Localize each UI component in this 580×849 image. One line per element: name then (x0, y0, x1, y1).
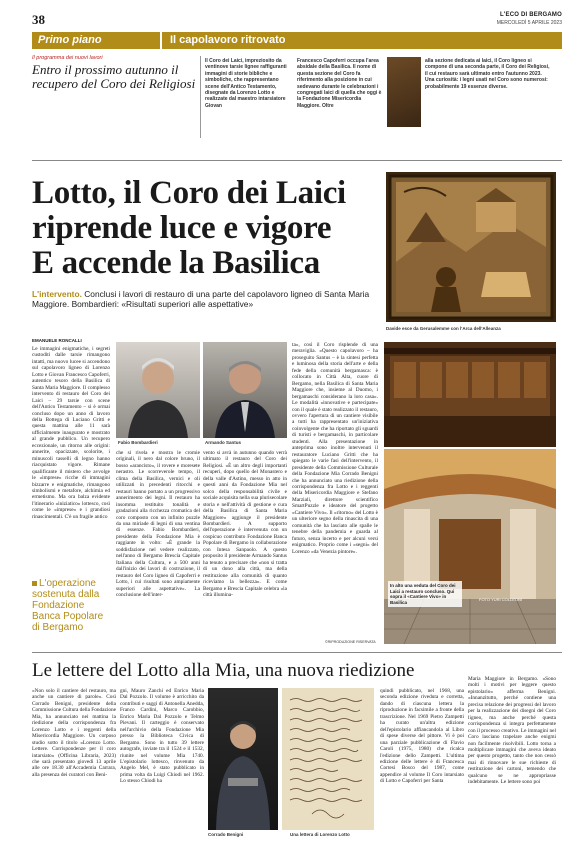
box-title: Entro il prossimo autunno il recupero del Coro dei Religiosi (32, 62, 196, 91)
choir-interior-photo (384, 342, 556, 447)
cantiere-vivo-photo (384, 449, 556, 644)
second-headline: Le lettere del Lotto alla Mia, una nuova riedizione (32, 660, 415, 681)
box-photo (387, 57, 421, 127)
tarsia-caption: Davide esce da Gerusalemme con l'Arca dell'Alleanza (386, 326, 501, 331)
portrait-santus (203, 342, 287, 438)
caption-letter: Una lettera di Lorenzo Lotto (290, 832, 350, 837)
issue-date: MERCOLEDÌ 5 APRILE 2023 (496, 20, 562, 26)
tarsia-illustration (386, 172, 556, 322)
lotto-letter-photo (282, 688, 374, 830)
second-column-3: quindi pubblicato, nel 1968, una seconda edizione riveduta e corretta, dando di ciascuna lettera la riproduzione in facsimile a fronte della trascrizione. Nel 1969 Pietro Zampetti ha curato un'altra edizione dell'epistolario affiancandola al Libro di spese diverse del pittore. Vi è poi una parziale pubblicazione di Flavio Caroli (1975, 1980) che ricalca l'edizione dello Zampetti. L'ultima edizione delle lettere è di Francesca Cortesi Bosco del 1987, come appendice al volume Il Coro intarsiato di Lotto e Capoferri per Santa (380, 688, 464, 785)
second-column-1: «Non solo il cantiere del restauro, ma anche un cantiere di parole». Così Corrado Benigni, presidente della Commissione Cultura della Fondazione Mia, ha annunciato nei mattina la riedizione della corrispondenza fra Lorenzo Lotto e i reggenti della Misericordia Maggiore. Un corposo studio sotto il titolo «Lorenzo Lotto. Lettere. Corrispondenze per il coro intarsiato» (Officina Libraria, 2023) che sarà presentato giovedì 13 aprile alle ore 18.30 all'Accademia Carrara, alla presenza dei curatori con Beni- (32, 688, 116, 778)
section-topic: Il capolavoro ritrovato (162, 32, 562, 49)
deck (32, 289, 380, 309)
top-caption-3: alla sezione dedicata ai laici, il Coro ligneo si compone di una seconda parte, il Coro dei Religiosi, il cui restauro sarà ultimato entro l'autunno 2023. Una curiosità: i legni usati nel Coro sono numerosi: probabilmente 19 essenze diverse. (425, 58, 550, 90)
section-rule (32, 652, 562, 653)
caption-benigni: Corrado Benigni (208, 832, 244, 837)
headline-line-2: riprende luce e vigore (32, 210, 332, 246)
caption-bombardieri: Fabio Bombardieri (118, 440, 158, 445)
headline-line-3: E accende la Basilica (32, 245, 320, 281)
article-column-1: Le immagini enigmatiche, i segreti custoditi dalle tarsie rimangono intatti, ma nuovo lucee si accendono sul capolavoro ligneo di Lorenzo Lotto e Giovan Francesco Capoferri, autentico tesoro della Basilica di Santa Maria Maggiore. Il complesso intervento di restauro del Coro dei Laici – 29 tarsie con scene dell'Antico Testamento – si è ormai concluso dopo un anno di lavoro della Bottega di Luciano Gritti e questa mattina alle 11 sarà ufficialmente inaugurato e mostrato al grande pubblico. Un recupero eccezionale, un ritorno alle origini: annerite, opacizzate, scolorite, i minuscoli tasselli di legno hanno riacquistato vigore. Rimane qualificante il mistero che avvolge le «imprese» ricche di immagini bizzarre e enigmatiche, rimangono simbolismi e metafore, alchimia ed ermetismo. Ma ora balza evidente l'itinerario «iniziatico» lottesco, così come le «imprese» e i grandiosi rinascimentali. C'è un fragile antico (32, 346, 110, 520)
header-rule (32, 160, 562, 161)
section-primary: Primo piano (32, 32, 160, 49)
article-column-4: ta», così il Coro risplende di una meraviglia. «Questo capolavoro – ha proseguito Santus – è la sintesi perfetta e luminosa della storia dell'arte e della fede della comunità bergamasca: è collocato in Città Alta, cuore di Bergamo, nella Basilica di Santa Maria Maggiore che, insieme al Duomo, i bergamaschi considerano la loro casa». Le modalità «innovative e partecipate» con il quale è stato realizzato il restauro, ovvero l'apertura di un cantiere visibile a tutti ha rappresentato un'iniziativa coinvolgente che ha riportato gli sguardi di turisti e bergamaschi, in particolare studenti. Alla presentazione in anteprima sono inoltre intervenuti il restauratore Luciano Gritti che ha spiegato le varie fasi dell'intervento, il presidente della Commissione Culturale della Fondazione Mia Corrado Benigni che ha annunciato una riedizione della corrispondenza fra Lotto e i reggenti della Misericordia Maggiore e Stefano Marziali, direttore scientifico SmartPuzzle e ideatore del progetto «Cantiere Vivo». Il «ritorno» del Lotto è un ulteriore segno della rinascita di una comunità che ha lasciato alle spalle le tenebre della pandemia e guarda al futuro, senza incerto e per alcuni versi enigmatico. Proprio come i «segni» del Lorenzo «da Venezia pintore». (292, 342, 378, 555)
main-headline (32, 176, 372, 281)
person-silhouette-icon (203, 342, 287, 438)
page-number: 38 (32, 12, 45, 27)
headline-line-1: Lotto, il Coro dei Laici (32, 175, 346, 211)
column-divider (200, 56, 201, 138)
deck-text: Conclusi i lavori di restauro di una parte del capolavoro ligneo di Santa Maria Maggiore. Bombardieri: «Risultati superiori alle aspettative» (32, 289, 370, 309)
article-column-3: vento si avrà in autunno quando verrà ultimato il restauro del Coro dei Religiosi. «È un altro degli importanti recuperi, dopo quello del Monastero e della valle d'Astino, messo in atto in questi anni da Fondazione Mia nel solco della responsabilità civile e sociale acquisita nella sua plurisecolare storia e nell'attività di gestione e cura della Basilica di Santa Maria Maggiore» aggiunge il presidente Bombardieri. A supporto dell'operazione è intervenuta con un cospicuo contributo Fondazione Banca Popolare di Bergamo in collaborazione con Intesa Sanpaolo. A questo proposito il presidente Armando Santus ha tenuto a precisare che «non si tratta di un dono alla città, ma della restituzione alla comunità di quanto riceviamo la bellezza». E come Bergamo e Brescia Capitale celebra «la città illumina- (203, 450, 287, 598)
square-bullet-icon (32, 581, 37, 586)
portrait-benigni (208, 688, 278, 830)
person-silhouette-icon (208, 688, 278, 830)
top-caption-2: Francesco Capoferri occupa l'area absidale della Basilica. Il nome di questa sezione del Coro fa riferimento alla posizione in cui sedevano durante le celebrazioni i congregati laici di quella che oggi è la Fondazione Misericordia Maggiore. Oltre (297, 58, 382, 109)
top-caption-1: Il Coro dei Laici, impreziosito da ventinove tarsie lignee raffiguranti immagini di storie bibliche e simboliche, che rappresentano scene dell'Antico Testamento, disegnate da Lorenzo Lotto e realizzate dal maestro intarsiatore Giovan (205, 58, 287, 109)
interior-caption: In alto una veduta del Coro dei Laici a restauro concluso. Qui sopra il «Cantiere Vivo» in Basilica (388, 581, 462, 607)
tarsia-photo (386, 172, 556, 322)
copyright-note: ©RIPRODUZIONE RISERVATA (325, 640, 376, 644)
deck-lead: L'intervento. (32, 289, 82, 299)
pullout-text: L'operazione sostenuta dalla Fondazione Banca Popolare di Bergamo (32, 578, 104, 633)
photo-credit: FOTO YURI COLLEONI (479, 597, 522, 602)
second-column-4: Maria Maggiore in Bergamo. «Sono molti i motivi per leggere questo epistolario» afferma Benigni. «Innanzitutto, perché contiene una precisa relazione dei progressi del lavoro per la realizzazione dei disegni del Coro ligneo, ma anche perché questa corrispondenza si integra perfettamente con il processo creativo. Le immagini nel Coro lasciano trapelare anche enigmi non facilmente risolvibili. Lotto torna a moltiplicare immagini che aveva ideato per questo progetto, tanto che non cessò mai di rinnovare le sue richieste di restituzione dei cartoni, temendo che qualcuno se ne appropriasse indebitamente. Le lettere sono poi (468, 676, 556, 786)
basilica-interior-illustration (384, 449, 556, 644)
box-kicker: Il programma dei nuovi lavori (32, 55, 103, 61)
portrait-bombardieri (116, 342, 200, 438)
choir-stalls-illustration (384, 342, 556, 447)
section-bar (32, 32, 562, 49)
person-silhouette-icon (116, 342, 200, 438)
second-column-2: gni, Mauro Zanchi ed Enrico Maria Dal Pozzolo. Il volume è arricchito da contributi e saggi di Antonella Anedda, Franco Cardini, Marco Carobbio, Enrico Maria Dal Pozzolo e Telmo Pievani. Il carteggio è conservato nell'archivio della Fondazione Mia presso la Biblioteca Civica di Bergamo. Sono in tutto 39 lettere autografe, inviate tra il 1524 e il 1532, riunite nel volume Mia 1740. L'epistolario lottesco, rinvenuto da Angelo Mel, è stato pubblicato in prima volta da Luigi Chiodi nel 1962. Lo stesso Chiodi ha (120, 688, 204, 785)
byline: EMANUELE RONCALLI (32, 338, 82, 343)
handwritten-letter-illustration (282, 688, 374, 830)
pullout-quote (32, 578, 112, 633)
caption-santus: Armando Santus (205, 440, 242, 445)
newspaper-name: L'ECO DI BERGAMO (500, 12, 562, 18)
article-column-2: che si rivela e mostra le cromie originali, il nero dal colore bruno, il bosso «arancisto», il rovere e moresete nerastro. Le scorreverole tempo, il clima della Basilica, vernici e oli utilizzati in precedenti ritocchi e restauri hanno portato a un progressivo annerimento dei legni. Il restauro ha insomma restituito tonalità e gradazioni alla ricchezza cromatica del coro composto con un infinito puzzle da una miriade di legni di una ventina di essenze. Fabio Bombardieri, presidente della Fondazione Mia è raggiante in volto: «È grande la soddisfazione nel vedere realizzato, nell'anno di Bergamo Brescia Capitale Italiana della Cultura, e a 500 anni dall'inizio dei lavori di costruzione, il restauro del Coro ligneo di Capoferri e Lotto, i cui risultati sono ampiamente superiori alle aspettative». La conclusione dell'inter- (116, 450, 200, 598)
